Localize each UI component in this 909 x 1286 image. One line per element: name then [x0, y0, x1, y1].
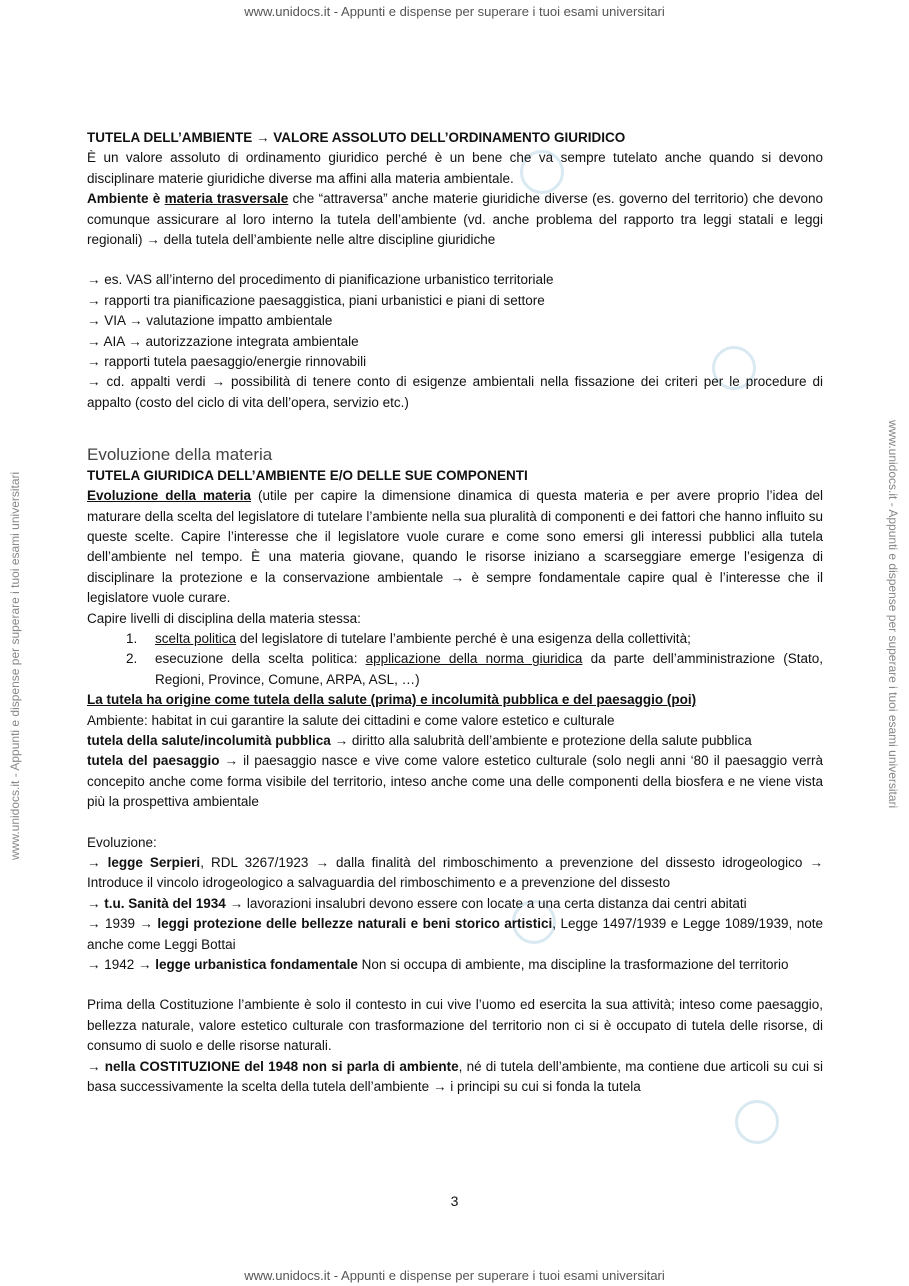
side-watermark-left: www.unidocs.it - Appunti e dispense per superare i tuoi esami universitari [8, 471, 22, 860]
paragraph [87, 894, 823, 914]
paragraph [87, 751, 823, 812]
page-number: 3 [450, 1193, 459, 1209]
text: che “attraversa” anche materie giuridiche diverse (es. governo del territorio) che devono comunque assicurare al loro interno la tutela dell’ambiente (vd. anche problema del rapporto tra leggi statali e leggi regionali) → della tutela dell’ambiente nelle altre discipline giuridiche [87, 191, 823, 248]
header-banner: www.unidocs.it - Appunti e dispense per superare i tuoi esami universitari [244, 4, 665, 19]
bold-text: legge urbanistica fondamentale [155, 957, 358, 973]
list-item [141, 629, 823, 649]
section-heading: Evoluzione della materia [87, 445, 273, 465]
underlined-text: applicazione della norma giuridica [365, 651, 583, 667]
paragraph: Prima della Costituzione l’ambiente è solo il contesto in cui vive l’uomo ed esercita la sua attività; inteso come paesaggio, bellezza naturale, valore estetico culturale con trasformazione del territorio non ci si è occupato di tutela delle risorse, di consumo di suolo e delle risorse naturali. [87, 997, 823, 1054]
paragraph [87, 189, 823, 250]
text: → 1939 → [87, 916, 158, 932]
side-watermark-right: www.unidocs.it - Appunti e dispense per superare i tuoi esami universitari [886, 420, 900, 809]
bold-text: t.u. Sanità del 1934 [104, 895, 226, 911]
text: → [87, 1058, 105, 1074]
paragraph: La tutela ha origine come tutela della salute (prima) e incolumità pubblica e del paesaggio (poi) [87, 692, 697, 708]
text: , Legge 1497/1939 e Legge 1089/1939, note anche come Leggi Bottai [87, 916, 823, 952]
text: → lavorazioni insalubri devono essere con locate a una certa distanza dai centri abitati [225, 895, 747, 911]
document-body [87, 128, 823, 1097]
text: del legislatore di tutelare l’ambiente perché è una esigenza della collettività; [236, 630, 691, 646]
list-item: → AIA → autorizzazione integrata ambientale [87, 333, 359, 349]
text: da parte dell’amministrazione (Stato, Regioni, Province, Comune, ARPA, ASL, …) [155, 651, 824, 687]
text: (utile per capire la dimensione dinamica di questa materia e per avere proprio l’idea del maturare della scelta del legislatore di tutelare l’ambiente nella sua pluralità di componenti e dei fattori che hanno influito su queste scelte. Capire l’interesse che il legislatore vuole curare e come sono emersi gli interessi pubblici alla tutela dell’ambiente nel tempo. È una materia giovane, quando le risorse iniziano a scarseggiare emerge l’esigenza di disciplinare la protezione e la conservazione ambientale → è sempre fondamentale capire qual è l’interesse che il legislatore vuole curare. [87, 488, 823, 606]
bold-text: tutela del paesaggio [87, 753, 220, 769]
text: , né di tutela dell’ambiente, ma contiene due articoli su cui si basa successivamente la scelta della tutela dell’ambiente → i principi su cui si fonda la tutela [87, 1058, 823, 1095]
paragraph [87, 853, 823, 894]
list-item: → es. VAS all’interno del procedimento di pianificazione urbanistico territoriale [87, 272, 554, 288]
text: Non si occupa di ambiente, ma discipline la trasformazione del territorio [357, 957, 789, 973]
paragraph: Ambiente: habitat in cui garantire la salute dei cittadini e come valore estetico e culturale [87, 712, 615, 728]
bold-text: tutela della salute/incolumità pubblica [87, 732, 331, 748]
list-item: → cd. appalti verdi → possibilità di tenere conto di esigenze ambientali nella fissazione dei criteri per le procedure di appalto (costo del ciclo di vita dell’opera, servizio etc.) [87, 374, 823, 410]
list-item: → rapporti tutela paesaggio/energie rinnovabili [87, 354, 367, 370]
text: → il paesaggio nasce e vive come valore estetico culturale (solo negli anni ‘80 il paesaggio verrà concepito anche come forma visibile del territorio, inteso anche come una delle componenti della biosfera e ne viene vista più la prospettiva ambientale [87, 753, 823, 810]
bold-text: nella COSTITUZIONE del 1948 non si parla di ambiente [104, 1058, 459, 1074]
underlined-text: scelta politica [155, 630, 237, 646]
text: esecuzione della scelta politica: [155, 651, 366, 667]
levels-list [87, 629, 823, 690]
bold-text: Ambiente è [87, 191, 165, 207]
text: → 1942 → [87, 957, 156, 973]
text: → [87, 855, 108, 870]
bold-text: leggi protezione delle bellezze naturali e beni storico artistici [157, 916, 553, 932]
text: → diritto alla salubrità dell’ambiente e protezione della salute pubblica [330, 732, 752, 748]
bold-underlined-text: materia trasversale [164, 191, 289, 207]
paragraph [87, 914, 823, 955]
paragraph: Evoluzione: [87, 834, 157, 850]
list-item: → VIA → valutazione impatto ambientale [87, 313, 333, 329]
watermark-logo-icon [735, 1100, 779, 1144]
paragraph: È un valore assoluto di ordinamento giuridico perché è un bene che va sempre tutelato anche quando si devono disciplinare materie giuridiche diverse ma affini alla materia ambientale. [87, 150, 823, 186]
list-item: → rapporti tra pianificazione paesaggistica, piani urbanistici e piani di settore [87, 292, 545, 308]
text: , RDL 3267/1923 → dalla finalità del rimboschimento a prevenzione del dissesto idrogeologico → Introduce il vincolo idrogeologico a salvaguardia del rimboschimento e a prevenzione del dissesto [87, 855, 823, 891]
paragraph [87, 486, 823, 608]
section-title: TUTELA GIURIDICA DELL’AMBIENTE E/O DELLE SUE COMPONENTI [87, 467, 528, 483]
text: → [87, 895, 105, 911]
list-item [141, 649, 823, 690]
bold-underlined-text: Evoluzione della materia [87, 488, 251, 504]
section-title: TUTELA DELL’AMBIENTE → VALORE ASSOLUTO DELL’ORDINAMENTO GIURIDICO [87, 130, 626, 145]
paragraph [87, 955, 823, 975]
paragraph [87, 1057, 823, 1098]
paragraph: Capire livelli di disciplina della materia stessa: [87, 610, 361, 626]
bold-text: legge Serpieri [107, 855, 201, 870]
footer-banner: www.unidocs.it - Appunti e dispense per superare i tuoi esami universitari [244, 1268, 665, 1283]
paragraph [87, 731, 823, 751]
